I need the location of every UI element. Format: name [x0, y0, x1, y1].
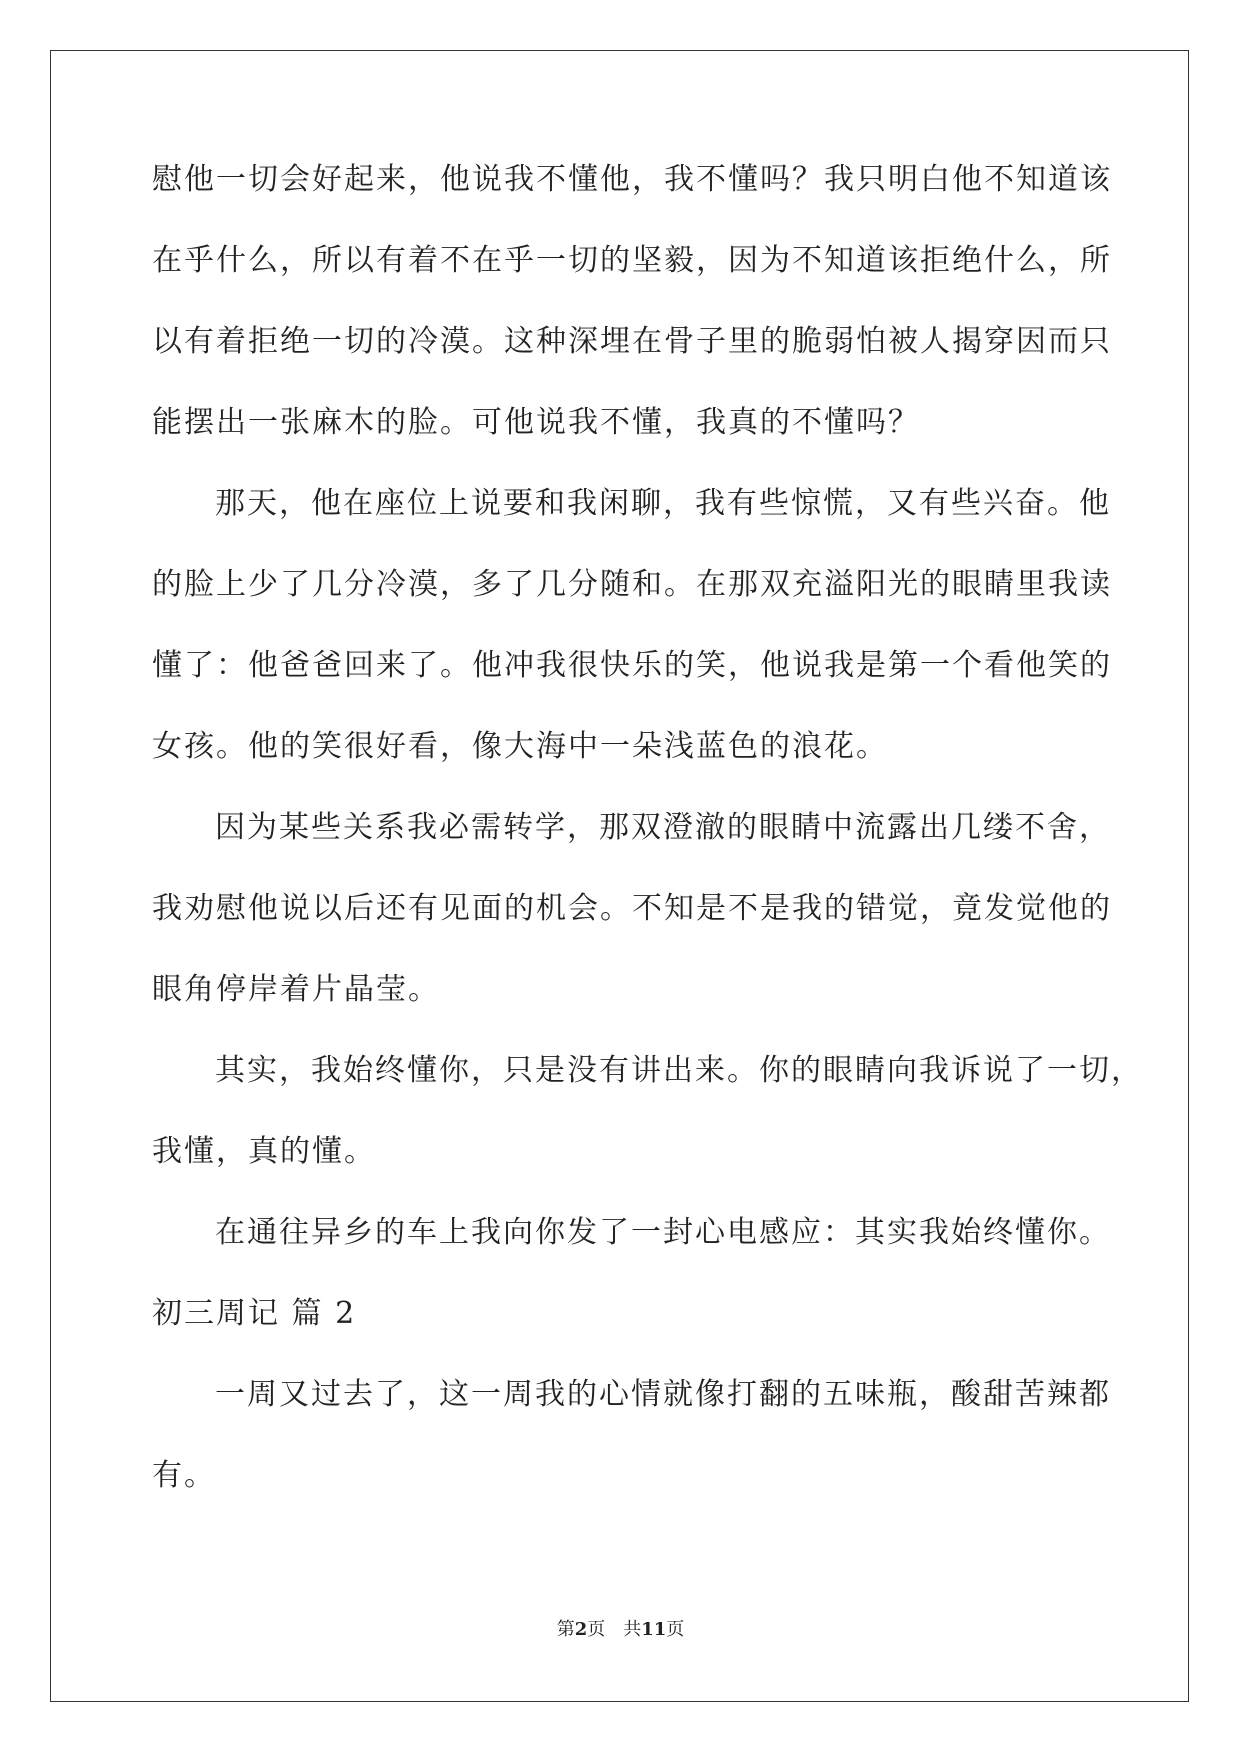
text-line: 眼角停岸着片晶莹。 — [152, 972, 440, 1007]
text-line: 能摆出一张麻木的脸。可他说我不懂，我真的不懂吗？ — [152, 405, 920, 440]
footer-mid: 页 共 — [587, 1619, 642, 1640]
footer-prefix: 第 — [556, 1619, 575, 1640]
footer-suffix: 页 — [666, 1619, 685, 1640]
text-line: 初三周记 篇 2 — [152, 1296, 357, 1331]
text-line: 我劝慰他说以后还有见面的机会。不知是不是我的错觉，竟发觉他的 — [152, 891, 1112, 926]
text-line: 一周又过去了，这一周我的心情就像打翻的五味瓶，酸甜苦辣都 — [215, 1377, 1111, 1412]
text-line: 慰他一切会好起来，他说我不懂他，我不懂吗？我只明白他不知道该 — [152, 162, 1112, 197]
text-line: 我懂，真的懂。 — [152, 1134, 376, 1169]
footer-total-pages: 11 — [641, 1619, 667, 1640]
text-line: 女孩。他的笑很好看，像大海中一朵浅蓝色的浪花。 — [152, 729, 888, 764]
text-line: 因为某些关系我必需转学，那双澄澈的眼睛中流露出几缕不舍， — [215, 810, 1111, 845]
text-line: 懂了：他爸爸回来了。他冲我很快乐的笑，他说我是第一个看他笑的 — [152, 648, 1112, 683]
text-line: 在乎什么，所以有着不在乎一切的坚毅，因为不知道该拒绝什么，所 — [152, 243, 1112, 278]
text-line: 那天，他在座位上说要和我闲聊，我有些惊慌，又有些兴奋。他 — [215, 486, 1111, 521]
page-footer — [0, 1615, 1241, 1641]
footer-page-number: 2 — [574, 1619, 588, 1640]
text-line: 以有着拒绝一切的冷漠。这种深埋在骨子里的脆弱怕被人揭穿因而只 — [152, 324, 1112, 359]
text-line: 的脸上少了几分冷漠，多了几分随和。在那双充溢阳光的眼睛里我读 — [152, 567, 1112, 602]
text-line: 在通往异乡的车上我向你发了一封心电感应：其实我始终懂你。 — [215, 1215, 1111, 1250]
document-body — [152, 160, 1143, 1537]
text-line: 有。 — [152, 1458, 216, 1493]
text-line: 其实，我始终懂你，只是没有讲出来。你的眼睛向我诉说了一切， — [215, 1053, 1143, 1088]
